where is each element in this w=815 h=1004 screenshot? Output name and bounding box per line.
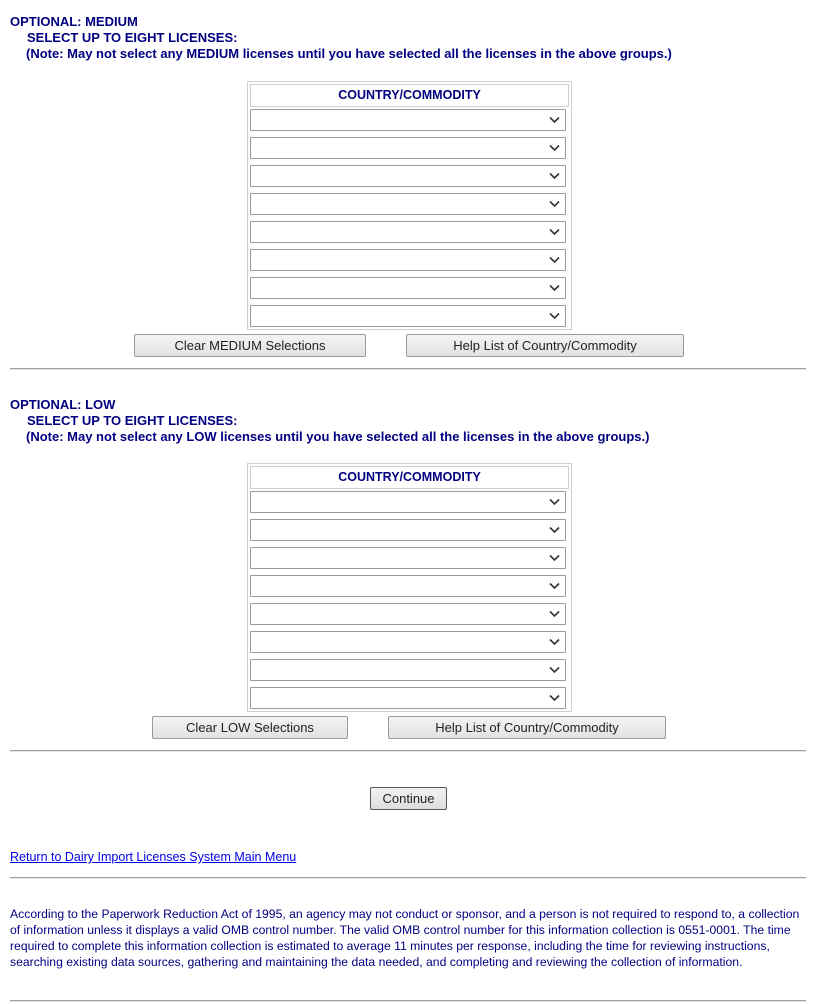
chevron-down-icon — [549, 638, 560, 646]
chevron-down-icon — [549, 498, 560, 506]
medium-license-select-7[interactable] — [250, 277, 566, 299]
low-license-select-6[interactable] — [250, 631, 566, 653]
chevron-down-icon — [549, 554, 560, 562]
medium-section-title: OPTIONAL: MEDIUM — [10, 14, 138, 29]
medium-license-table — [247, 81, 572, 330]
medium-license-select-4[interactable] — [250, 193, 566, 215]
chevron-down-icon — [549, 284, 560, 292]
medium-help-list-button[interactable]: Help List of Country/Commodity — [406, 334, 684, 357]
chevron-down-icon — [549, 228, 560, 236]
medium-license-select-3[interactable] — [250, 165, 566, 187]
chevron-down-icon — [549, 116, 560, 124]
continue-button[interactable]: Continue — [370, 787, 447, 810]
medium-divider — [10, 368, 806, 370]
chevron-down-icon — [549, 144, 560, 152]
medium-license-select-8[interactable] — [250, 305, 566, 327]
low-license-select-2[interactable] — [250, 519, 566, 541]
low-table-header: COUNTRY/COMMODITY — [250, 466, 569, 489]
medium-license-select-2[interactable] — [250, 137, 566, 159]
chevron-down-icon — [549, 256, 560, 264]
chevron-down-icon — [549, 610, 560, 618]
chevron-down-icon — [549, 694, 560, 702]
low-section-note: (Note: May not select any LOW licenses until you have selected all the licenses in the above groups.) — [26, 429, 650, 444]
footer-divider — [10, 877, 806, 879]
chevron-down-icon — [549, 312, 560, 320]
low-divider — [10, 750, 806, 752]
low-license-select-7[interactable] — [250, 659, 566, 681]
medium-section-subtitle: SELECT UP TO EIGHT LICENSES: — [27, 30, 238, 45]
low-license-select-5[interactable] — [250, 603, 566, 625]
low-license-select-8[interactable] — [250, 687, 566, 709]
low-section-subtitle: SELECT UP TO EIGHT LICENSES: — [27, 413, 238, 428]
chevron-down-icon — [549, 526, 560, 534]
low-section-title: OPTIONAL: LOW — [10, 397, 116, 412]
chevron-down-icon — [549, 582, 560, 590]
medium-table-header: COUNTRY/COMMODITY — [250, 84, 569, 107]
chevron-down-icon — [549, 172, 560, 180]
low-license-select-1[interactable] — [250, 491, 566, 513]
low-help-list-button[interactable]: Help List of Country/Commodity — [388, 716, 666, 739]
bottom-divider — [10, 1000, 806, 1002]
return-main-menu-link[interactable]: Return to Dairy Import Licenses System Main Menu — [10, 850, 297, 864]
clear-low-button[interactable]: Clear LOW Selections — [152, 716, 348, 739]
chevron-down-icon — [549, 666, 560, 674]
medium-license-select-6[interactable] — [250, 249, 566, 271]
clear-medium-button[interactable]: Clear MEDIUM Selections — [134, 334, 366, 357]
low-license-select-4[interactable] — [250, 575, 566, 597]
medium-license-select-1[interactable] — [250, 109, 566, 131]
chevron-down-icon — [549, 200, 560, 208]
low-license-select-3[interactable] — [250, 547, 566, 569]
medium-section-note: (Note: May not select any MEDIUM licenses until you have selected all the licenses in the above groups.) — [26, 46, 672, 61]
medium-license-select-5[interactable] — [250, 221, 566, 243]
low-license-table — [247, 463, 572, 712]
paperwork-reduction-notice: According to the Paperwork Reduction Act of 1995, an agency may not conduct or sponsor, and a person is not required to respond to, a collection of information unless it displays a valid OMB control number. The valid OMB control number for this information collection is 0551-0001. The time required to complete this information collection is estimated to average 11 minutes per response, including the time for reviewing instructions, searching existing data sources, gathering and maintaining the data needed, and completing and reviewing the collection of information. — [10, 907, 800, 969]
